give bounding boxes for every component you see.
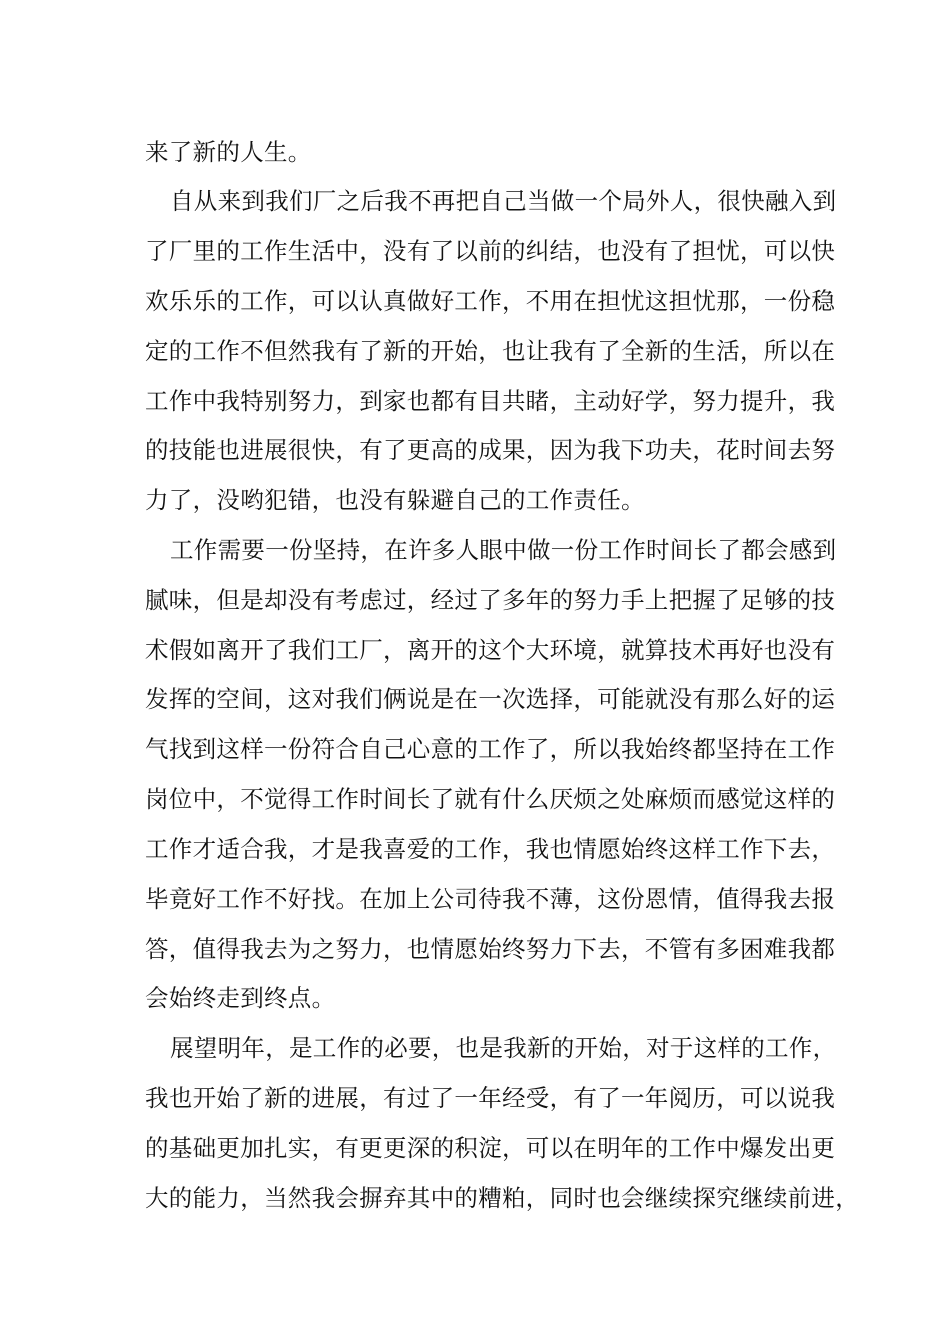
text-line: 气找到这样一份符合自己心意的工作了，所以我始终都坚持在工作 xyxy=(145,735,836,763)
text-line: 岗位中，不觉得工作时间长了就有什么厌烦之处麻烦而感觉这样的 xyxy=(145,785,836,813)
text-line: 大的能力，当然我会摒弃其中的糟粕，同时也会继续探究继续前进， xyxy=(145,1184,859,1212)
paragraph-first-line: 工作需要一份坚持，在许多人眼中做一份工作时间长了都会感到 xyxy=(170,536,837,564)
text-line: 发挥的空间，这对我们俩说是在一次选择，可能就没有那么好的运 xyxy=(145,685,836,713)
text-line: 术假如离开了我们工厂，离开的这个大环境，就算技术再好也没有 xyxy=(145,636,836,664)
text-line: 毕竟好工作不好找。在加上公司待我不薄，这份恩情，值得我去报 xyxy=(145,885,836,913)
text-line: 的基础更加扎实，有更更深的积淀，可以在明年的工作中爆发出更 xyxy=(145,1134,836,1162)
text-line: 工作才适合我，才是我喜爱的工作，我也情愿始终这样工作下去， xyxy=(145,835,836,863)
paragraph-first-line: 自从来到我们厂之后我不再把自己当做一个局外人，很快融入到 xyxy=(170,187,837,215)
paragraph-first-line: 展望明年，是工作的必要，也是我新的开始，对于这样的工作， xyxy=(170,1034,837,1062)
text-line: 的技能也进展很快，有了更高的成果，因为我下功夫，花时间去努 xyxy=(145,436,836,464)
text-line: 定的工作不但然我有了新的开始，也让我有了全新的生活，所以在 xyxy=(145,337,836,365)
text-line: 力了，没哟犯错，也没有躲避自己的工作责任。 xyxy=(145,486,645,514)
text-line: 了厂里的工作生活中，没有了以前的纠结，也没有了担忧，可以快 xyxy=(145,237,836,265)
text-line: 欢乐乐的工作，可以认真做好工作，不用在担忧这担忧那，一份稳 xyxy=(145,287,836,315)
text-line: 工作中我特别努力，到家也都有目共睹，主动好学，努力提升，我 xyxy=(145,387,836,415)
text-line: 腻味，但是却没有考虑过，经过了多年的努力手上把握了足够的技 xyxy=(145,586,836,614)
text-line: 我也开始了新的进展，有过了一年经受，有了一年阅历，可以说我 xyxy=(145,1084,836,1112)
text-line: 答，值得我去为之努力，也情愿始终努力下去，不管有多困难我都 xyxy=(145,935,836,963)
text-line: 来了新的人生。 xyxy=(145,138,312,166)
text-line: 会始终走到终点。 xyxy=(145,984,336,1012)
